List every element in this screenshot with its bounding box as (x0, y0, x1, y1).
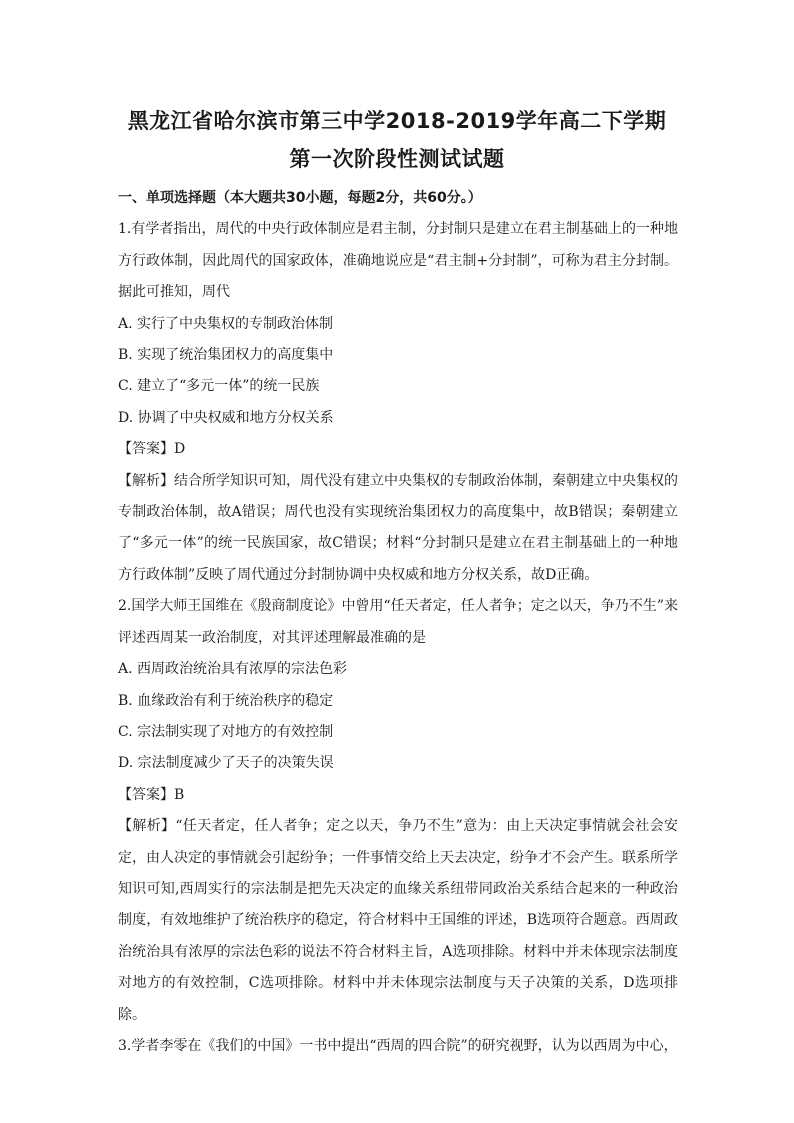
document-title-line1: 黑龙江省哈尔滨市第三中学2018-2019学年高二下学期 (127, 109, 667, 133)
question-2-option-d: D. 宗法制度减少了天子的决策失误 (118, 755, 334, 772)
question-2-option-c: C. 宗法制实现了对地方的有效控制 (118, 723, 334, 740)
question-1-option-d: D. 协调了中央权威和地方分权关系 (118, 409, 334, 426)
question-3-stem: 3.学者李零在《我们的中国》一书中提出“西周的四合院”的研究视野，认为以西周为中心， (118, 1037, 678, 1054)
question-1-answer: 【答案】D (118, 441, 186, 458)
section-heading: 一、单项选择题（本大题共30小题，每题2分，共60分。） (118, 190, 482, 206)
question-1-option-a: A. 实行了中央集权的专制政治体制 (118, 315, 334, 332)
question-2-option-a: A. 西周政治统治具有浓厚的宗法色彩 (118, 661, 348, 678)
question-1-stem: 1.有学者指出，周代的中央行政体制应是君主制，分封制只是建立在君主制基础上的一种地方行政体制，因此周代的国家政体，准确地说应是“君主制+分封制”，可称为君主分封制。据此可推知，周代 (118, 221, 678, 301)
document-title-line2: 第一次阶段性测试试题 (289, 147, 505, 171)
question-1-option-c: C. 建立了“多元一体”的统一民族 (118, 378, 320, 395)
question-2-analysis: 【解析】“任天者定，任人者争；定之以天，争乃不生”意为：由上天决定事情就会社会安定，由人决定的事情就会引起纷争；一件事情交给上天去决定，纷争才不会产生。联系所学知识可知,西周实行的宗法制是把先天决定的血缘关系纽带同政治关系结合起来的一种政治制度，有效地维护了统治秩序的稳定，符合材料中王国维的评述，B选项符合题意。西周政治统治具有浓厚的宗法色彩的说法不符合材料主旨，A选项排除。材料中并未体现宗法制度对地方的有效控制，C选项排除。材料中并未体现宗法制度与天子决策的关系，D选项排除。 (118, 818, 678, 1023)
question-1-option-b: B. 实现了统治集团权力的高度集中 (118, 347, 334, 364)
question-1-analysis: 【解析】结合所学知识可知，周代没有建立中央集权的专制政治体制，秦朝建立中央集权的专制政治体制，故A错误；周代也没有实现统治集团权力的高度集中，故B错误；秦朝建立了“多元一体”的统一民族国家，故C错误；材料“分封制只是建立在君主制基础上的一种地方行政体制”反映了周代通过分封制协调中央权威和地方分权关系，故D正确。 (118, 472, 678, 583)
document-body (118, 183, 678, 1062)
question-2-stem: 2.国学大师王国维在《殷商制度论》中曾用“任天者定，任人者争；定之以天，争乃不生”来评述西周某一政治制度，对其评述理解最准确的是 (118, 598, 678, 646)
question-2-option-b: B. 血缘政治有利于统治秩序的稳定 (118, 692, 334, 709)
question-2-answer: 【答案】B (118, 786, 185, 803)
